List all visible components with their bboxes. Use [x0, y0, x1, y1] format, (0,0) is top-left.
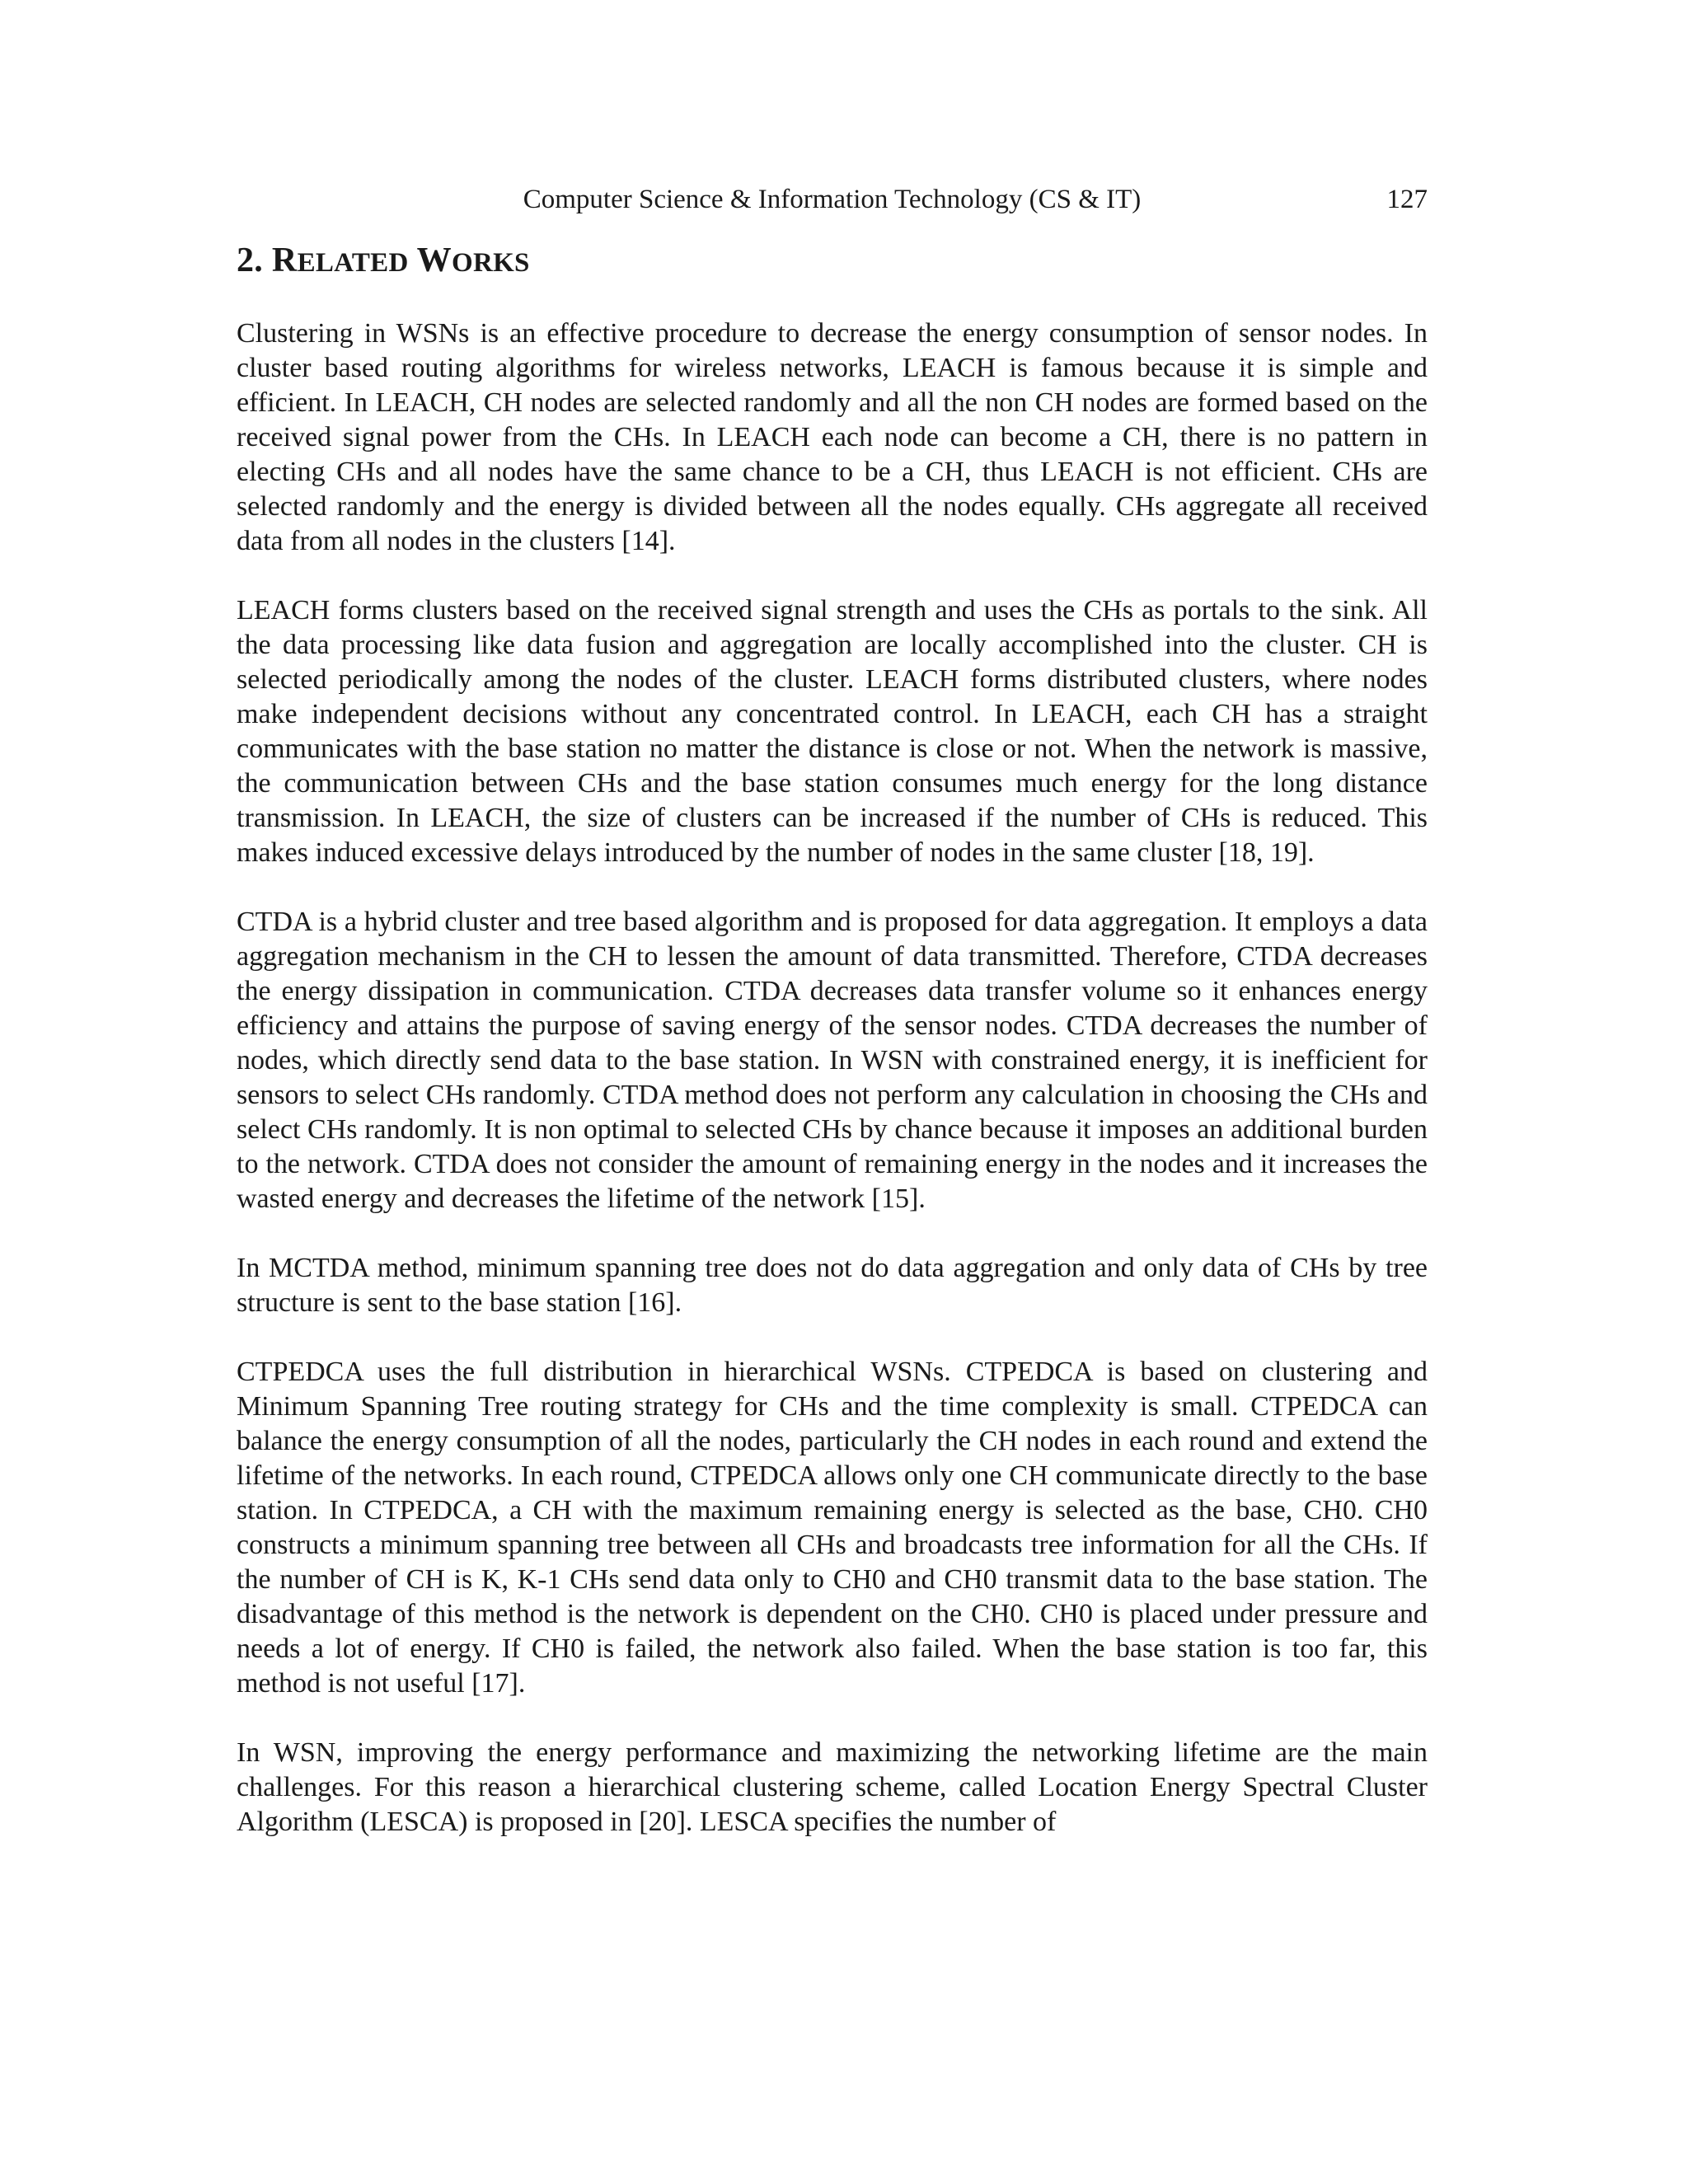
paragraph-mctda: In MCTDA method, minimum spanning tree does not do data aggregation and only data of CHs by tree structure is sent to the base station [16].: [237, 1253, 1428, 1318]
page-number: 127: [1386, 185, 1428, 214]
paragraph-ctpedca: CTPEDCA uses the full distribution in hierarchical WSNs. CTPEDCA is based on clustering and Minimum Spanning Tree routing strategy for CHs and the time complexity is small. CTPEDCA can balance the energy consumption of all the nodes, particularly the CH nodes in each round and extend the lifetime of the networks. In each round, CTPEDCA allows only one CH communicate directly to the base station. In CTPEDCA, a CH with the maximum remaining energy is selected as the base, CH0. CH0 constructs a minimum spanning tree between all CHs and broadcasts tree information for all the CHs. If the number of CH is K, K-1 CHs send data only to CH0 and CH0 transmit data to the base station. The disadvantage of this method is the network is dependent on the CH0. CH0 is placed under pressure and needs a lot of energy. If CH0 is failed, the network also failed. When the base station is too far, this method is not useful [17].: [237, 1357, 1428, 1699]
section-title-word-1-rest: ELATED: [297, 248, 409, 278]
body-text: [237, 316, 1428, 1874]
paragraph-lesca: In WSN, improving the energy performance and maximizing the networking lifetime are the main challenges. For this reason a hierarchical clustering scheme, called Location Energy Spectral Cluster Algorithm (LESCA) is proposed in [20]. LESCA specifies the number of: [237, 1737, 1428, 1837]
paragraph-leach-overview: Clustering in WSNs is an effective procedure to decrease the energy consumption of sensor nodes. In cluster based routing algorithms for wireless networks, LEACH is famous because it is simple and efficient. In LEACH, CH nodes are selected randomly and all the non CH nodes are formed based on the received signal power from the CHs. In LEACH each node can become a CH, there is no pattern in electing CHs and all nodes have the same chance to be a CH, thus LEACH is not efficient. CHs are selected randomly and the energy is divided between all the nodes equally. CHs aggregate all received data from all nodes in the clusters [14].: [237, 318, 1428, 556]
paragraph-ctda: CTDA is a hybrid cluster and tree based algorithm and is proposed for data aggregation. It employs a data aggregation mechanism in the CH to lessen the amount of data transmitted. Therefore, CTDA decreases the energy dissipation in communication. CTDA decreases data transfer volume so it enhances energy efficiency and attains the purpose of saving energy of the sensor nodes. CTDA decreases the number of nodes, which directly send data to the base station. In WSN with constrained energy, it is inefficient for sensors to select CHs randomly. CTDA method does not perform any calculation in choosing the CHs and select CHs randomly. It is non optimal to selected CHs by chance because it imposes an additional burden to the network. CTDA does not consider the amount of remaining energy in the nodes and it increases the wasted energy and decreases the lifetime of the network [15].: [237, 907, 1428, 1214]
section-title-word-2-initial: W: [416, 241, 452, 279]
paragraph-leach-clusters: LEACH forms clusters based on the received signal strength and uses the CHs as portals to the sink. All the data processing like data fusion and aggregation are locally accomplished into the cluster. CH is selected periodically among the nodes of the cluster. LEACH forms distributed clusters, where nodes make independent decisions without any concentrated control. In LEACH, each CH has a straight communicates with the base station no matter the distance is close or not. When the network is massive, the communication between CHs and the base station consumes much energy for the long distance transmission. In LEACH, the size of clusters can be increased if the number of CHs is reduced. This makes induced excessive delays introduced by the number of nodes in the same cluster [18, 19].: [237, 595, 1428, 868]
running-header: [237, 183, 1428, 216]
section-number: 2.: [237, 241, 264, 279]
section-title-word-1-initial: R: [271, 241, 298, 279]
section-heading: [237, 239, 530, 284]
section-title-word-2-rest: ORKS: [451, 248, 530, 278]
running-title: Computer Science & Information Technology (CS & IT): [523, 185, 1142, 214]
